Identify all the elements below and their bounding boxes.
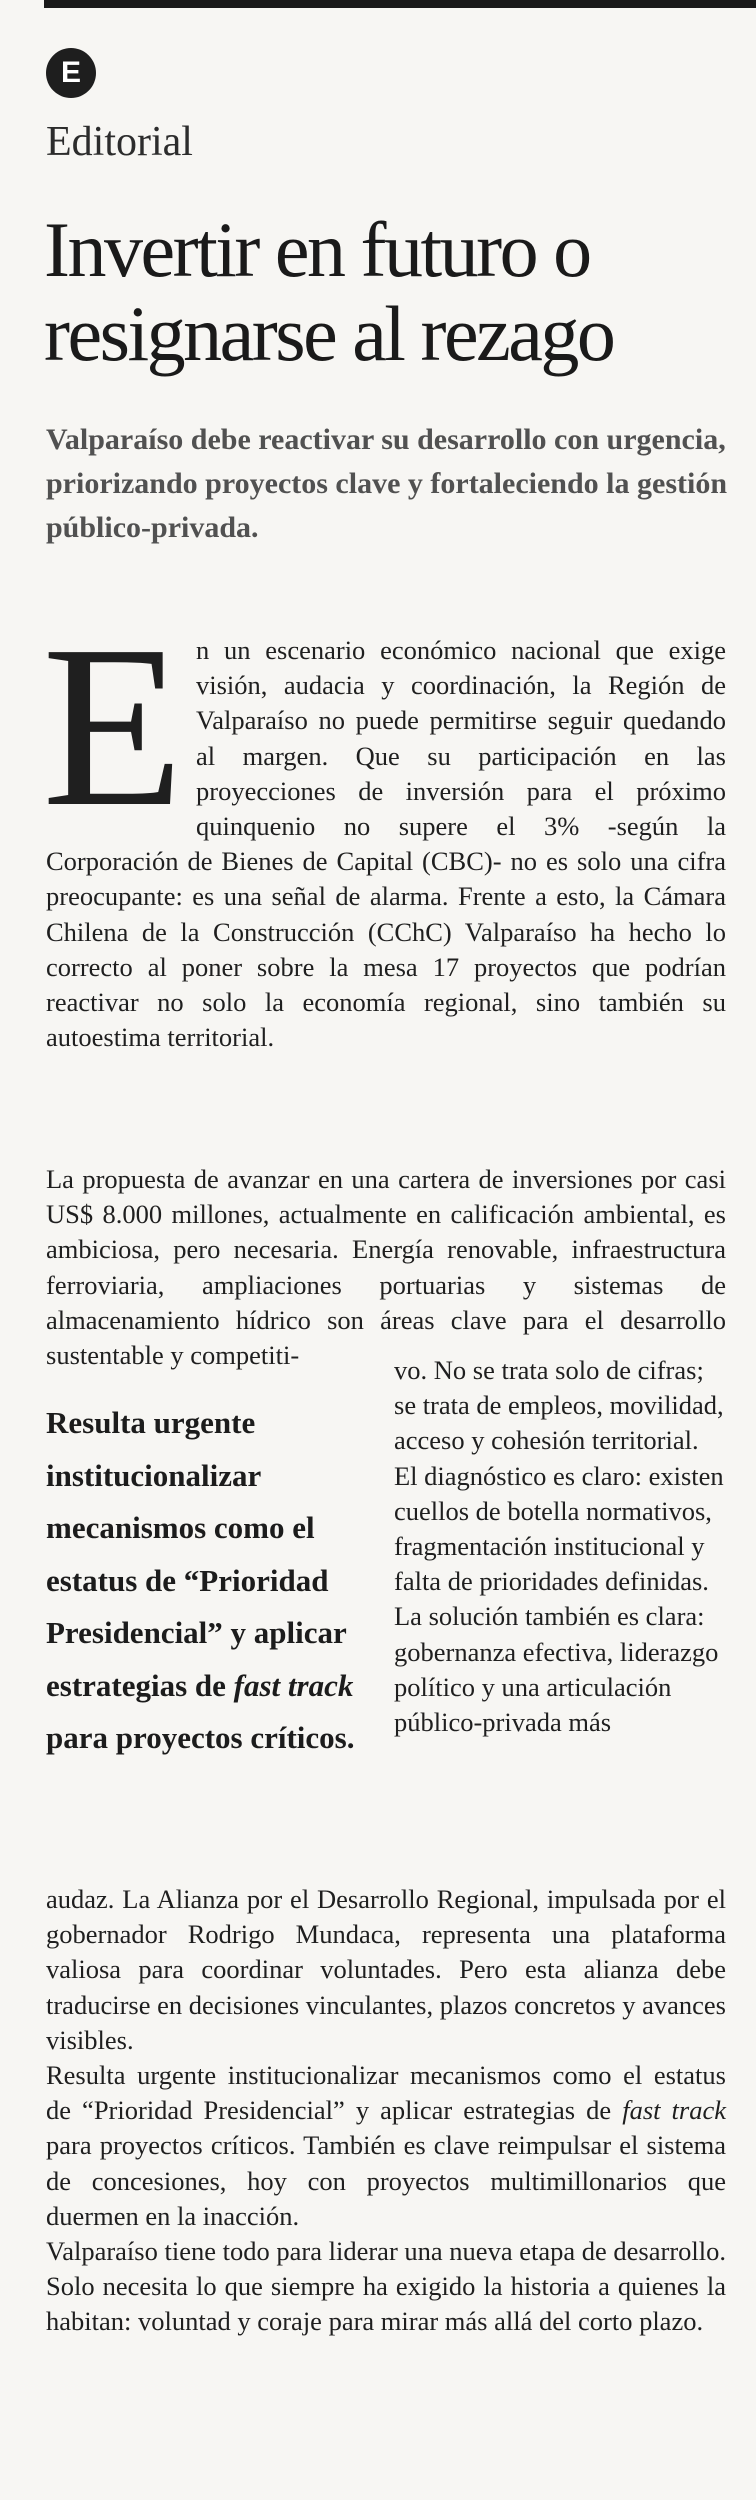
pull-quote	[46, 1397, 366, 1765]
paragraph-4-text-1: Resulta urgente institucionalizar mecanismos como el estatus de “Prioridad Presidencial” y aplicar estrategias de	[46, 2060, 726, 2126]
paragraph-2-continued: vo. No se trata solo de cifras; se trata de empleos, movilidad, acceso y cohesión territorial.	[394, 1355, 724, 1456]
narrow-column	[394, 1353, 726, 1740]
pull-quote-text-2: para proyectos críticos.	[46, 1720, 355, 1755]
article-intro	[42, 598, 726, 1055]
paragraph-4-italic: fast track	[622, 2095, 726, 2126]
paragraph-1: n un escenario económico nacional que exige visión, audacia y coordinación, la Región de Valparaíso no puede permitirse seguir quedando al margen. Que su participación en las proyecciones de inversión para el próximo quinquenio no supere el 3% -según la Corporación de Bienes de Capital (CBC)- no es solo una cifra preocupante: es una señal de alarma. Frente a esto, la Cámara Chilena de la Construcción (CChC) Valparaíso ha hecho lo correcto al poner sobre la mesa 17 proyectos que podrían reactivar no solo la economía regional, sino también su autoestima territorial.	[46, 635, 726, 1053]
paragraph-4-text-2: para proyectos críticos. También es clave reimpulsar el sistema de concesiones, hoy con proyectos multimillonarios que duermen en la inacción.	[46, 2130, 726, 2231]
article-closing	[46, 1882, 726, 2340]
pull-quote-text-1: Resulta urgente institucionalizar mecanismos como el estatus de “Prioridad Presidencial” y aplicar estrategias de	[46, 1405, 347, 1703]
drop-cap: E	[42, 598, 184, 855]
editorial-badge-icon: E	[46, 48, 96, 98]
paragraph-2: La propuesta de avanzar en una cartera de inversiones por casi US$ 8.000 millones, actualmente en calificación ambiental, es ambiciosa, pero necesaria. Energía renovable, infraestructura ferroviaria, ampliaciones portuarias y sistemas de almacenamiento hídrico son áreas clave para el desarrollo sustentable y competiti-	[46, 1164, 726, 1371]
section-label: Editorial	[46, 119, 193, 165]
top-rule	[44, 0, 756, 8]
pull-quote-italic: fast track	[233, 1667, 354, 1703]
paragraph-3: El diagnóstico es claro: existen cuellos de botella normativos, fragmentación institucional y falta de prioridades definidas. La solución también es clara: gobernanza efectiva, liderazgo político y una articulación público-privada más	[394, 1460, 724, 1738]
headline: Invertir en futuro o resignarse al rezago	[44, 206, 614, 377]
paragraph-5: Valparaíso tiene todo para liderar una nueva etapa de desarrollo. Solo necesita lo que siempre ha exigido la historia a quienes la habitan: voluntad y coraje para mirar más allá del corto plazo.	[46, 2236, 726, 2337]
paragraph-3-continued: audaz. La Alianza por el Desarrollo Regional, impulsada por el gobernador Rodrigo Mundaca, representa una plataforma valiosa para coordinar voluntades. Pero esta alianza debe traducirse en decisiones vinculantes, plazos concretos y avances visibles.	[46, 1884, 726, 2055]
deck-subtitle: Valparaíso debe reactivar su desarrollo con urgencia, priorizando proyectos clave y fortaleciendo la gestión público-privada.	[46, 423, 728, 544]
paragraph-4	[46, 2058, 726, 2234]
